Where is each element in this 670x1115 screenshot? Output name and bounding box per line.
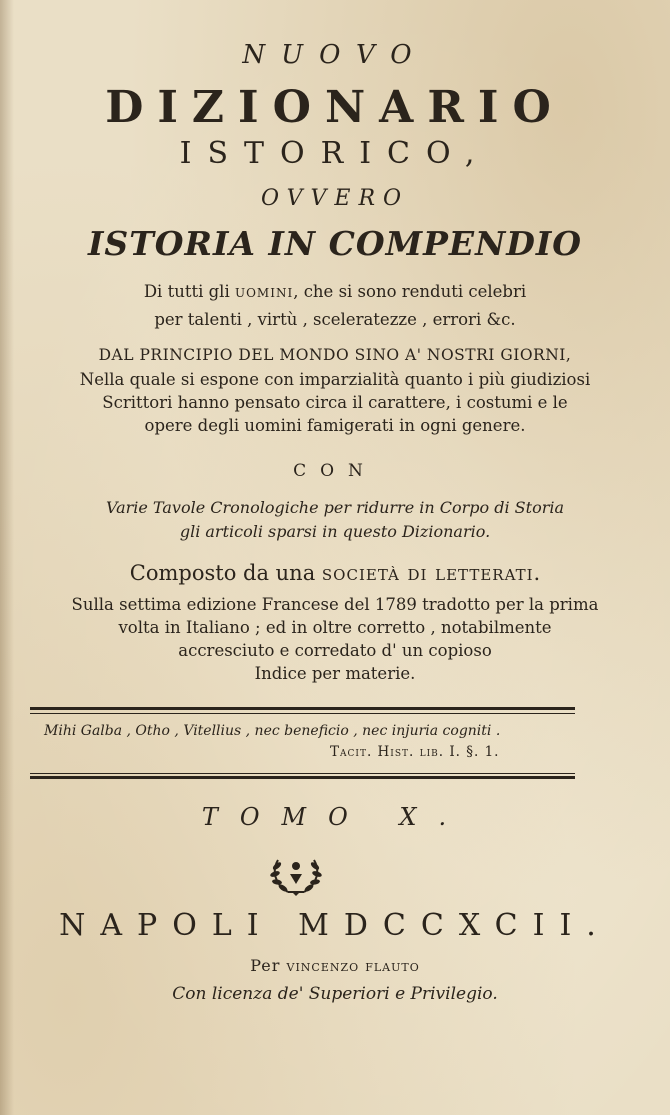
imprint-license: Con licenza de' Superiori e Privilegio. — [172, 984, 498, 1004]
title-istoria-in-compendio: ISTORIA IN COMPENDIO — [87, 224, 583, 263]
subtitle-line-6: opere degli uomini famigerati in ogni genere. — [144, 416, 526, 435]
title-ovvero: OVVERO — [260, 186, 410, 211]
title-istorico: ISTORICO, — [179, 136, 491, 171]
laurel-wreath-icon — [268, 852, 324, 898]
bottom-rule-thick — [30, 776, 575, 779]
top-rule-thick — [30, 707, 575, 710]
title-nuovo: NUOVO — [242, 40, 428, 70]
subtitle-line-3: DAL PRINCIPIO DEL MONDO SINO A' NOSTRI GIORNI, — [98, 346, 572, 364]
con-line-1: Varie Tavole Cronologiche per ridurre in Corpo di Storia — [105, 498, 565, 517]
edition-line-3: accresciuto e corredato d' un copioso — [178, 641, 492, 660]
subtitle-line-4: Nella quale si espone con imparzialità quanto i più giudiziosi — [79, 370, 591, 389]
con-line-2: gli articoli sparsi in questo Dizionario. — [179, 522, 491, 541]
edition-line-4: Indice per materie. — [254, 664, 416, 683]
top-rule-thin — [30, 713, 575, 714]
subtitle-line-5: Scrittori hanno pensato circa il carattere, i costumi e le — [102, 393, 568, 412]
imprint-city-date: NAPOLI MDCCXCII. — [59, 908, 611, 943]
volume-number: TOMO X. — [201, 803, 469, 831]
motto-text: Mihi Galba , Otho , Vitellius , nec beneficio , nec injuria cogniti . — [44, 723, 501, 739]
edition-line-1: Sulla settima edizione Francese del 1789 tradotto per la prima — [71, 595, 599, 614]
subtitle-line-1: Di tutti gli uomini, che si sono renduti celebri — [143, 282, 527, 301]
title-dizionario: DIZIONARIO — [105, 82, 565, 133]
bottom-rule-thin — [30, 773, 575, 774]
motto-source: Tacit. Hist. lib. I. §. 1. — [330, 744, 500, 760]
imprint-printer: Per vincenzo flauto — [250, 956, 420, 975]
composto-line: Composto da una società di letterati. — [129, 561, 541, 585]
subtitle-line-2: per talenti , virtù , sceleratezze , errori &c. — [154, 310, 516, 329]
edition-line-2: volta in Italiano ; ed in oltre corretto , notabilmente — [118, 618, 552, 637]
con-heading: CON — [293, 461, 377, 481]
